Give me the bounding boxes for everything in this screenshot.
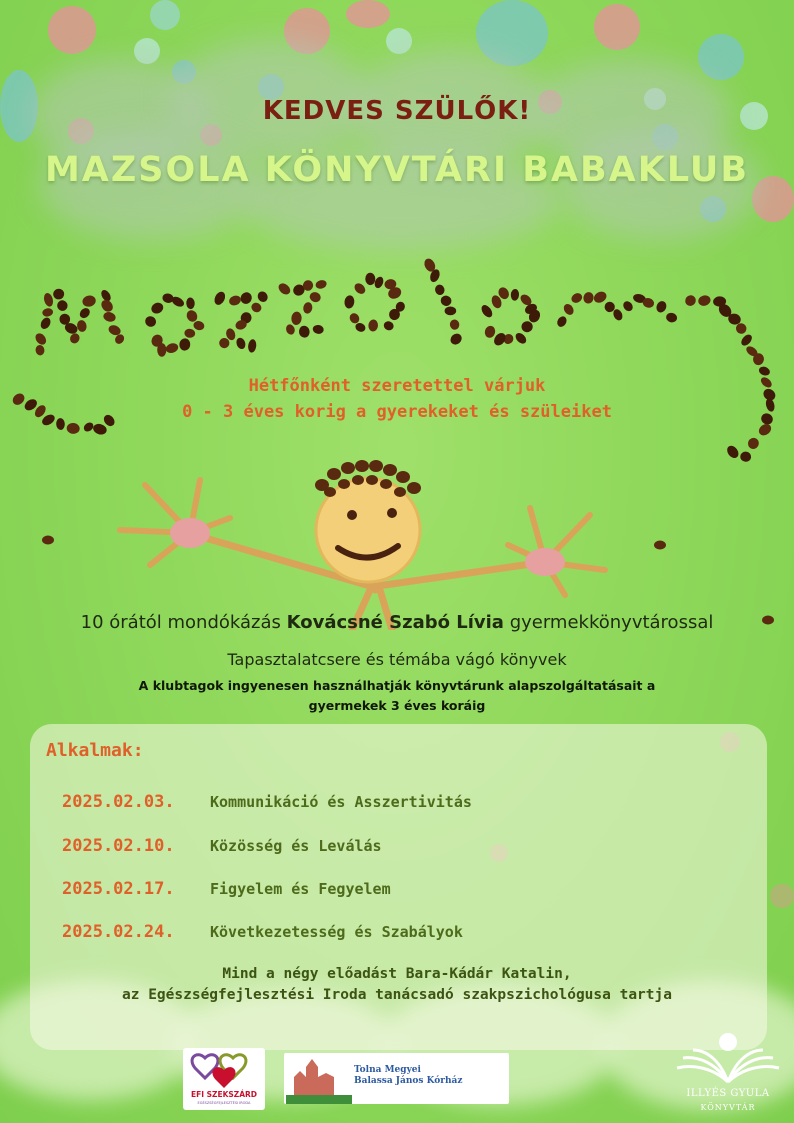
- raisin: [42, 536, 54, 545]
- bubble-decoration: [134, 38, 160, 64]
- raisin: [219, 337, 231, 349]
- raisin: [298, 325, 311, 339]
- session-topic: Közösség és Leválás: [210, 837, 382, 855]
- invitation-line-1: Hétfőnként szeretettel várjuk: [248, 376, 546, 396]
- raisin: [66, 422, 80, 434]
- raisin: [92, 422, 108, 436]
- raisin: [725, 444, 741, 461]
- raisin: [315, 279, 328, 290]
- raisin: [683, 293, 698, 308]
- raisin: [33, 331, 48, 346]
- info-main-name: Kovácsné Szabó Lívia: [286, 612, 504, 633]
- presenter-line-1: Mind a négy előadást Bara-Kádár Katalin,: [222, 966, 572, 982]
- hospital-logo-text: [354, 1065, 504, 1087]
- raisin: [562, 302, 576, 317]
- open-book-logo: [673, 1030, 783, 1088]
- greeting-heading: KEDVES SZÜLŐK!: [262, 96, 532, 126]
- session-topic: Következetesség és Szabályok: [210, 923, 463, 941]
- raisin: [312, 324, 324, 334]
- raisin: [212, 290, 227, 307]
- session-topic: Kommunikáció és Asszertivitás: [210, 793, 472, 811]
- raisin: [302, 302, 313, 315]
- raisin: [35, 344, 45, 356]
- raisin: [665, 312, 678, 323]
- raisin: [382, 320, 395, 332]
- session-date: 2025.02.17.: [62, 879, 175, 899]
- sessions-heading: Alkalmak:: [46, 740, 144, 761]
- bubble-decoration: [48, 6, 96, 54]
- raisin: [192, 320, 205, 331]
- raisin: [235, 336, 247, 350]
- efi-logo: [183, 1048, 265, 1110]
- raisin: [285, 323, 297, 336]
- session-topic: Figyelem és Fegyelem: [210, 880, 391, 898]
- raisin: [434, 284, 446, 296]
- library-logo-name: ILLYÉS GYULA: [686, 1088, 770, 1099]
- raisin: [655, 300, 668, 315]
- efi-hearts-logo: [183, 1048, 265, 1090]
- raisin: [291, 311, 302, 325]
- raisin: [78, 306, 92, 320]
- presenter-line-2: az Egészségfejlesztési Iroda tanácsadó szakpszichológusa tartja: [122, 987, 672, 1003]
- hospital-logo: [284, 1053, 509, 1104]
- raisin: [757, 422, 774, 438]
- raisin: [445, 307, 457, 316]
- raisin: [308, 290, 322, 304]
- raisin: [228, 294, 243, 307]
- info-sub-line: Tapasztalatcsere és témába vágó könyvek: [227, 650, 567, 669]
- raisin: [739, 333, 754, 348]
- library-logo-sub: KÖNYVTÁR: [700, 1103, 756, 1112]
- raisin-word-art: [0, 250, 794, 630]
- raisin: [81, 294, 97, 308]
- raisin: [39, 316, 53, 331]
- raisin: [68, 332, 81, 346]
- raisin: [239, 290, 254, 306]
- raisin: [344, 295, 355, 309]
- bubble-decoration: [698, 34, 744, 80]
- raisin: [368, 319, 379, 332]
- raisin: [184, 328, 196, 338]
- membership-note-line-1: A klubtagok ingyenesen használhatják könyvtárunk alapszolgáltatásait a: [138, 678, 656, 693]
- raisin: [521, 321, 533, 333]
- efi-logo-name: EFI SZEKSZÁRD: [190, 1090, 258, 1099]
- session-date: 2025.02.10.: [62, 836, 175, 856]
- raisin: [352, 281, 367, 296]
- hospital-logo-line-1: Tolna Megyei: [354, 1065, 421, 1075]
- membership-note: [80, 676, 714, 716]
- hospital-logo-line-2: Balassa János Kórház: [354, 1076, 463, 1086]
- session-date: 2025.02.03.: [62, 792, 175, 812]
- membership-note-line-2: gyermekek 3 éves koráig: [308, 698, 486, 713]
- raisin: [697, 294, 712, 307]
- info-main-line: [0, 612, 794, 633]
- raisin: [76, 319, 87, 332]
- raisin: [82, 421, 95, 434]
- bubble-decoration: [594, 4, 640, 50]
- raisin: [449, 319, 460, 331]
- bubble-decoration: [346, 0, 390, 28]
- raisin: [179, 338, 191, 351]
- raisin: [186, 297, 195, 309]
- raisin: [514, 331, 529, 346]
- raisin: [149, 301, 165, 316]
- bubble-decoration: [386, 28, 412, 54]
- raisin: [582, 291, 594, 304]
- raisin: [510, 289, 519, 301]
- raisin: [604, 302, 615, 313]
- presenter-note: [40, 964, 754, 1006]
- raisin: [484, 325, 497, 339]
- raisin: [592, 289, 609, 304]
- raisin: [740, 451, 751, 462]
- cracker-pretzel-figure: [120, 460, 605, 630]
- hospital-building-logo: [286, 1053, 352, 1104]
- raisin: [165, 342, 180, 355]
- raisin: [42, 307, 54, 317]
- raisin: [570, 291, 584, 304]
- bubble-decoration: [770, 884, 794, 908]
- raisin: [439, 294, 453, 307]
- raisin: [746, 436, 761, 451]
- invitation-line-2: 0 - 3 éves korig a gyerekeket és szüleiket: [182, 402, 612, 422]
- raisin: [621, 299, 634, 313]
- raisin: [102, 311, 117, 323]
- raisin: [52, 288, 65, 300]
- session-date: 2025.02.24.: [62, 922, 175, 942]
- raisin: [555, 315, 568, 329]
- raisin: [250, 301, 264, 314]
- raisin: [143, 314, 158, 329]
- info-main-prefix: 10 órától mondókázás: [80, 612, 287, 633]
- raisin: [448, 331, 464, 346]
- raisin: [365, 273, 375, 286]
- raisin: [256, 290, 270, 304]
- raisin: [55, 299, 69, 313]
- info-main-suffix: gyermekkönyvtárossal: [503, 612, 714, 633]
- library-logo: [673, 1030, 783, 1120]
- raisin: [43, 292, 55, 308]
- page-title: MAZSOLA KÖNYVTÁRI BABAKLUB: [44, 150, 750, 190]
- raisin: [247, 339, 257, 353]
- efi-logo-sub: EGÉSZSÉGFEJLESZTÉSI IRODA: [197, 1101, 251, 1105]
- raisin: [276, 281, 292, 297]
- bubble-decoration: [150, 0, 180, 30]
- raisin: [479, 303, 494, 319]
- raisin: [654, 541, 666, 550]
